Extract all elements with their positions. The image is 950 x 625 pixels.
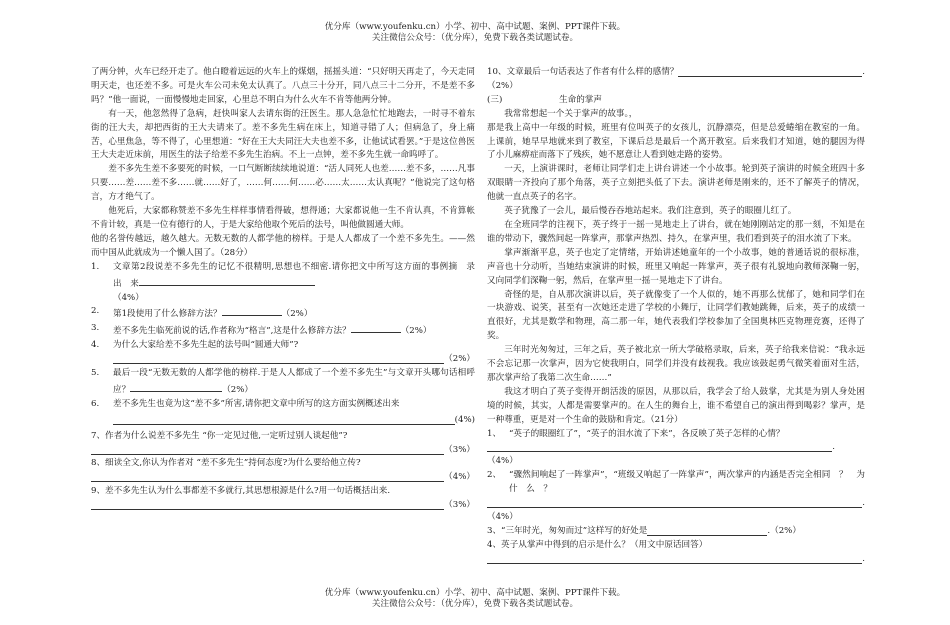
- question-number: 1、: [487, 428, 502, 439]
- question-6: [91, 398, 475, 412]
- question-score: （4%）: [487, 456, 518, 467]
- header-line-2: 关注微信公众号：（优分库），免费下载各类试题试卷。: [371, 32, 579, 43]
- question-1: [91, 261, 484, 292]
- section-heading: [487, 94, 865, 108]
- question-text: 差不多先生也竟为这“差不多”所害,请你把文章中所写的这方面实例概述出来: [113, 398, 400, 409]
- question-score: （3%）: [444, 500, 475, 511]
- question-number: 2、: [487, 470, 502, 481]
- passage-paragraph: 那是我上高中一年级的时候，班里有位叫英子的女孩儿，沉静漂亮，但是总爱蜷缩在教室的一角。上课前，她早早地就来到了教室，下课后总是最后一个离开教室。后来我们才知道，她的腿因为得了小儿麻痹症而落下了残疾，她不愿意让人看到她走路的姿势。: [487, 122, 865, 161]
- passage-paragraph: 英子犹豫了一会儿，最后慢吞吞地站起来。我们注意到，英子的眼圈儿红了。: [504, 206, 797, 217]
- question-score: （3%）: [444, 444, 475, 455]
- answer-blank[interactable]: [139, 275, 315, 286]
- answer-blank[interactable]: [647, 525, 767, 536]
- question-number: 2.: [91, 306, 100, 317]
- question-2: [91, 305, 475, 322]
- question-8-text: 8、细读全文,你认为作者对 “差不多先生”持何态度?为什么要给他立传?: [91, 458, 361, 469]
- answer-blank[interactable]: [113, 414, 455, 425]
- passage-paragraph: 差不多先生差不多要死的时候，一口气断断续续地说道：“活人同死人也差……差不多，……凡事只要……差……差不多……就……好了，……何……何……必……太……太认真呢？”他说完了这句格言，方才绝气了。: [91, 164, 475, 203]
- question-score: （2%）: [400, 326, 432, 337]
- question-4: [91, 339, 475, 353]
- question-9-text: 9、差不多先生认为什么事都差不多就行,其思想根源是什么?用一句话概括出来.: [91, 486, 391, 497]
- passage-paragraph: 掌声渐渐平息，英子也定了定情绪，开始讲述她童年的一个小故事，她的普通话说的很标准，声音也十分动听，当她结束演讲的时候，班里又响起一阵掌声，英子很有礼貌地向教师深鞠一躬，又向同学们深鞠一躬，然后，在掌声里一摇一晃地走下了讲台。: [487, 247, 865, 286]
- right-column: 10、文章最后一句话表达了作者有什么样的感情？ . （2%） (三) 生命的掌声 我常常想起一个关于掌声的故事。， 那是我上高中一年级的时候，班里有位叫英子的女孩儿，沉静漂亮，但是总爱蜷缩在教室的一角。上课前，她早早地就来到了教室，下课后总是最后一个离开教室。后来我们才知道，她的腿因为得了小儿麻痹症而落下了残疾，她不愿意让人看到她走路的姿势。 一天，上演讲课时，老师让同学们走上讲台讲述一个小故事。轮到英子演讲的时候全班四十多双眼睛一齐投向了那个角落，英子立刻把头低了下去。演讲老师是刚来的，还不了解英子的情况，他就一直点英子的名字。 英子犹豫了一会儿，最后慢吞吞地站起来。我们注意到，英子的眼圈儿红了。 在全班同学的注视下，英子终于一摇一晃地走上了讲台，就在她刚刚站定的那一刻，不知是在谁的带动下，骤然间起一阵掌声，那掌声热烈、持久，在掌声里，我们看到英子的泪水流了下来。 掌声渐渐平息，英子也定了定情绪，开始讲述她童年的一个小故事，她的普通话说的很标准，声音也十分动听，当她结束演讲的时候，班里又响起一阵掌声，英子很有礼貌地向教师深鞠一躬，又向同学们深鞠一躬，然后，在掌声里一摇一晃地走下了讲台。 奇怪的是，自从那次演讲以后，英子就像变了一个人似的，她不再那么忧郁了，她和同学们在一块游戏、说笑，甚至有一次她还走进了学校的小舞厅，让同学们教她跳舞，后来，英子的成绩一直很好，尤其是数学和物理，高二那一年，她代表我们学校参加了全国奥林匹克物理竞赛，还得了奖。 三年时光匆匆过，三年之后，英子被北京一所大学破格录取，后来，英子给我来信说：“我永远不会忘记那一次掌声，因为它使我明白，同学们并没有歧视我。我应该鼓起勇气微笑着面对生活，那次掌声给了我第二次生命……” 我这才明白了英子变得开朗活泼的原因，从那以后，我学会了给人鼓掌，尤其是为别人身处困境的时候，其实，人都是需要掌声的。在人生的舞台上，谁不希望自己的演出得到喝彩？掌声，是一种尊重，更是对一个生命的鼓励和肯定。（21分） 1、 “英子的眼圈红了”，“英子的泪水流了下来”，各反映了英子怎样的心情？ . （4%） 2、 “骤然间响起了一阵掌声”，“班级又响起了一阵掌声”，两次掌声的内涵是否完全相同 ？ 为 什 么 ？ . （4%） 3、“三年时光，匆匆而过”这样写的好处是 . （2%） 4、英子从掌声中得到的启示是什么？（用文中原话回答） .: [487, 67, 874, 564]
- answer-blank[interactable]: [91, 471, 444, 482]
- question-score: （2%）: [444, 354, 475, 365]
- page-footer: [0, 588, 950, 609]
- reading-question-4-text: 4、英子从掌声中得到的启示是什么？（用文中原话回答）: [487, 539, 708, 550]
- question-number: 4.: [91, 340, 100, 351]
- footer-line-2: 关注微信公众号：（优分库），免费下载各类试题试卷。: [371, 598, 579, 609]
- question-text: 3、“三年时光，匆匆而过”这样写的好处是: [487, 525, 648, 536]
- question-10: 10、文章最后一句话表达了作者有什么样的感情？ .: [487, 66, 865, 80]
- passage-paragraph: 他的名誉传越远，越久越大。无数无数的人都学他的榜样。于是人人都成了一个差不多先生。——然而中国从此就成为一个懒人国了。（28分）: [91, 233, 475, 258]
- question-text: 文章第2段说差不多先生的记忆不很精明,思想也不细密.请你把文中所写这方面的事例摘 录 出 来: [113, 261, 484, 289]
- answer-blank[interactable]: [487, 441, 832, 452]
- question-score: （2%）: [222, 384, 254, 395]
- question-text: “骤然间响起了一阵掌声”，“班级又响起了一阵掌声”，两次掌声的内涵是否完全相同 ？ 为 什 么 ？: [509, 470, 874, 495]
- page-header: [0, 22, 950, 43]
- question-text: 为什么大家给差不多先生起的法号叫“圆通大师”?: [113, 340, 299, 351]
- answer-blank[interactable]: [487, 553, 862, 564]
- question-text: 差不多先生临死前说的话,作者称为“格言”,这是什么修辞方法？: [113, 326, 351, 337]
- passage-paragraph: 我常常想起一个关于掌声的故事。，: [504, 108, 638, 119]
- answer-blank[interactable]: [678, 66, 862, 77]
- question-7-text: 7、作者为什么说差不多先生 “你一定见过他,一定听过别人谈起他”?: [91, 430, 348, 441]
- passage-paragraph: 我这才明白了英子变得开朗活泼的原因，从那以后，我学会了给人鼓掌，尤其是为别人身处困境的时候，其实，人都是需要掌声的。在人生的舞台上，谁不希望自己的演出得到喝彩？掌声，是一种尊重，更是对一个生命的鼓励和肯定。（21分）: [487, 386, 865, 425]
- reading-question-3: 3、“三年时光，匆匆而过”这样写的好处是 . （2%）: [487, 525, 865, 539]
- question-3: [91, 322, 475, 339]
- passage-paragraph: 奇怪的是，自从那次演讲以后，英子就像变了一个人似的，她不再那么忧郁了，她和同学们在一块游戏、说笑，甚至有一次她还走进了学校的小舞厅，让同学们教她跳舞，后来，英子的成绩一直很好，尤其是数学和物理，高二那一年，她代表我们学校参加了全国奥林匹克物理竞赛，还得了奖。: [487, 289, 865, 342]
- passage-paragraph: 一天，上演讲课时，老师让同学们走上讲台讲述一个小故事。轮到英子演讲的时候全班四十多双眼睛一齐投向了那个角落，英子立刻把头低了下去。演讲老师是刚来的，还不了解英子的情况，他就一直点英子的名字。: [487, 164, 865, 203]
- question-text: “英子的眼圈红了”，“英子的泪水流了下来”，各反映了英子怎样的心情？: [509, 428, 785, 439]
- question-score: （2%）: [281, 309, 313, 320]
- passage-paragraph: 三年时光匆匆过，三年之后，英子被北京一所大学破格录取，后来，英子给我来信说：“我永远不会忘记那一次掌声，因为它使我明白，同学们并没有歧视我。我应该鼓起勇气微笑着面对生活，那次掌声给了我第二次生命……”: [487, 345, 865, 383]
- question-score: （2%）: [770, 525, 801, 536]
- question-score: （4%）: [487, 512, 518, 522]
- passage-paragraph: 有一天，他忽然得了急病，赶快叫家人去请东街的汪医生。那人急急忙忙地跑去，一时寻不着东街的汪大夫，却把西街的王大夫请来了。差不多先生病在床上，知道寻错了人；但病急了，身上痛苦，心里焦急，等不得了，心里想道：“好在王大夫同汪大夫也差不多，让他试试看罢。”于是这位兽医王大夫走近床前，用医生的法子给差不多先生治病。不上一点钟，差不多先生就一命呜呼了。: [91, 108, 475, 161]
- answer-blank[interactable]: [351, 322, 401, 333]
- question-score: （4%）: [113, 292, 144, 303]
- answer-blank[interactable]: [113, 353, 444, 364]
- question-number: 1.: [91, 261, 100, 272]
- question-score: （2%）: [487, 80, 518, 91]
- section-title: 生命的掌声: [559, 94, 602, 105]
- header-line-1: 优分库（www.youfenku.cn）小学、初中、高中试题、案例、PPT课件下载。: [324, 22, 626, 32]
- passage-paragraph: 了两分钟，火车已经开走了。他白瞪着远远的火车上的煤烟，摇摇头道：“只好明天再走了，今天走同明天走，也还差不多。可是火车公司未免太认真了。八点三十分开，同八点三十二分开，不是差不多吗？”他一面说，一面慢慢地走回家，心里总不明白为什么火车不肯等他两分钟。: [91, 67, 475, 105]
- answer-blank[interactable]: [91, 499, 444, 510]
- passage-paragraph: 他死后，大家都称赞差不多先生样样事情看得破，想得通；大家都说他一生不肯认真，不肯算帐不肯计较，真是一位有德行的人，于是大家给他取个死后的法号，叫他做圆通大师。: [91, 206, 475, 230]
- question-text: 10、文章最后一句话表达了作者有什么样的感情？: [487, 67, 679, 77]
- answer-blank[interactable]: [91, 444, 444, 455]
- question-5: [91, 367, 475, 398]
- question-text: 最后一段“无数无数的人都学他的榜样.于是人人都成了一个差不多先生”与文章开头哪句话相呼应？: [113, 368, 475, 395]
- answer-blank[interactable]: [130, 381, 222, 392]
- answer-blank[interactable]: [487, 497, 862, 508]
- question-score: （4%）: [444, 472, 475, 483]
- answer-blank[interactable]: [222, 305, 282, 316]
- question-number: 6.: [91, 398, 100, 409]
- passage-paragraph: 在全班同学的注视下，英子终于一摇一晃地走上了讲台，就在她刚刚站定的那一刻，不知是在谁的带动下，骤然间起一阵掌声，那掌声热烈、持久，在掌声里，我们看到英子的泪水流了下来。: [487, 219, 865, 244]
- question-text: 第1段使用了什么修辞方法？: [113, 309, 222, 320]
- reading-question-1: [487, 428, 865, 442]
- left-column: [91, 66, 484, 513]
- question-number: 5.: [91, 368, 100, 379]
- reading-question-2: [487, 469, 874, 497]
- question-number: 3.: [91, 323, 100, 334]
- question-score: (4%): [454, 414, 475, 425]
- footer-line-1: 优分库（www.youfenku.cn）小学、初中、高中试题、案例、PPT课件下载。: [324, 588, 626, 598]
- section-number: (三): [487, 94, 503, 105]
